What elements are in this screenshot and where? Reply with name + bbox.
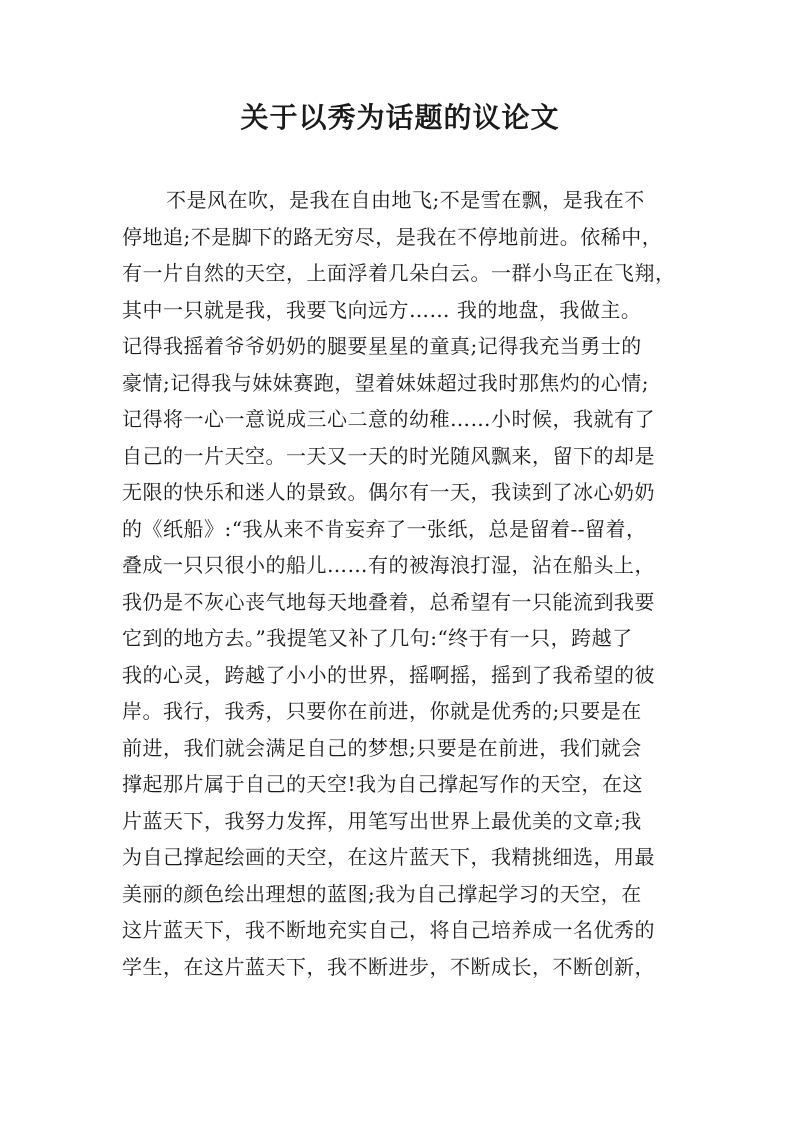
text-line: 岸。我行，我秀，只要你在前进，你就是优秀的;只要是在 (122, 699, 642, 723)
text-line: 为自己撑起绘画的天空，在这片蓝天下，我精挑细选，用最 (122, 845, 655, 869)
text-line: 停地追;不是脚下的路无穷尽，是我在不停地前进。依稀中， (122, 224, 663, 249)
document-title: 关于以秀为话题的议论文 (240, 101, 560, 134)
text-line: 它到的地方去。”我提笔又补了几句:“终于有一只，跨越了 (122, 626, 633, 650)
text-line: 学生，在这片蓝天下，我不断进步，不断成长，不断创新， (122, 954, 655, 979)
text-line: 其中一只就是我，我要飞向远方…… 我的地盘，我做主。 (122, 297, 642, 322)
essay-body (122, 182, 692, 985)
text-line: 有一片自然的天空，上面浮着几朵白云。一群小鸟正在飞翔， (122, 261, 676, 285)
text-line: 无限的快乐和迷人的景致。偶尔有一天，我读到了冰心奶奶 (122, 480, 655, 504)
text-line: 不是风在吹，是我在自由地飞;不是雪在飘，是我在不 (166, 188, 645, 212)
text-line: 的《纸船》:“我从来不肯妄弃了一张纸，总是留着--留着， (122, 516, 647, 541)
text-line: 我仍是不灰心丧气地每天地叠着，总希望有一只能流到我要 (122, 589, 655, 614)
text-line: 叠成一只只很小的船儿……有的被海浪打湿，沾在船头上， (122, 553, 655, 577)
text-line: 前进，我们就会满足自己的梦想;只要是在前进，我们就会 (122, 735, 642, 760)
text-line: 我的心灵，跨越了小小的世界，摇啊摇，摇到了我希望的彼 (122, 662, 655, 687)
text-line: 记得我摇着爷爷奶奶的腿要星星的童真;记得我充当勇士的 (122, 334, 642, 358)
text-line: 撑起那片属于自己的天空!我为自己撑起写作的天空，在这 (122, 772, 644, 796)
text-line: 片蓝天下，我努力发挥，用笔写出世界上最优美的文章;我 (122, 808, 642, 833)
text-line: 豪情;记得我与妹妹赛跑，望着妹妹超过我时那焦灼的心情; (122, 370, 649, 395)
text-line: 自己的一片天空。一天又一天的时光随风飘来，留下的却是 (122, 443, 655, 468)
text-line: 记得将一心一意说成三心二意的幼稚……小时候，我就有了 (122, 407, 655, 431)
text-line: 美丽的颜色绘出理想的蓝图;我为自己撑起学习的天空，在 (122, 881, 642, 906)
text-line: 这片蓝天下，我不断地充实自己，将自己培养成一名优秀的 (122, 918, 655, 942)
